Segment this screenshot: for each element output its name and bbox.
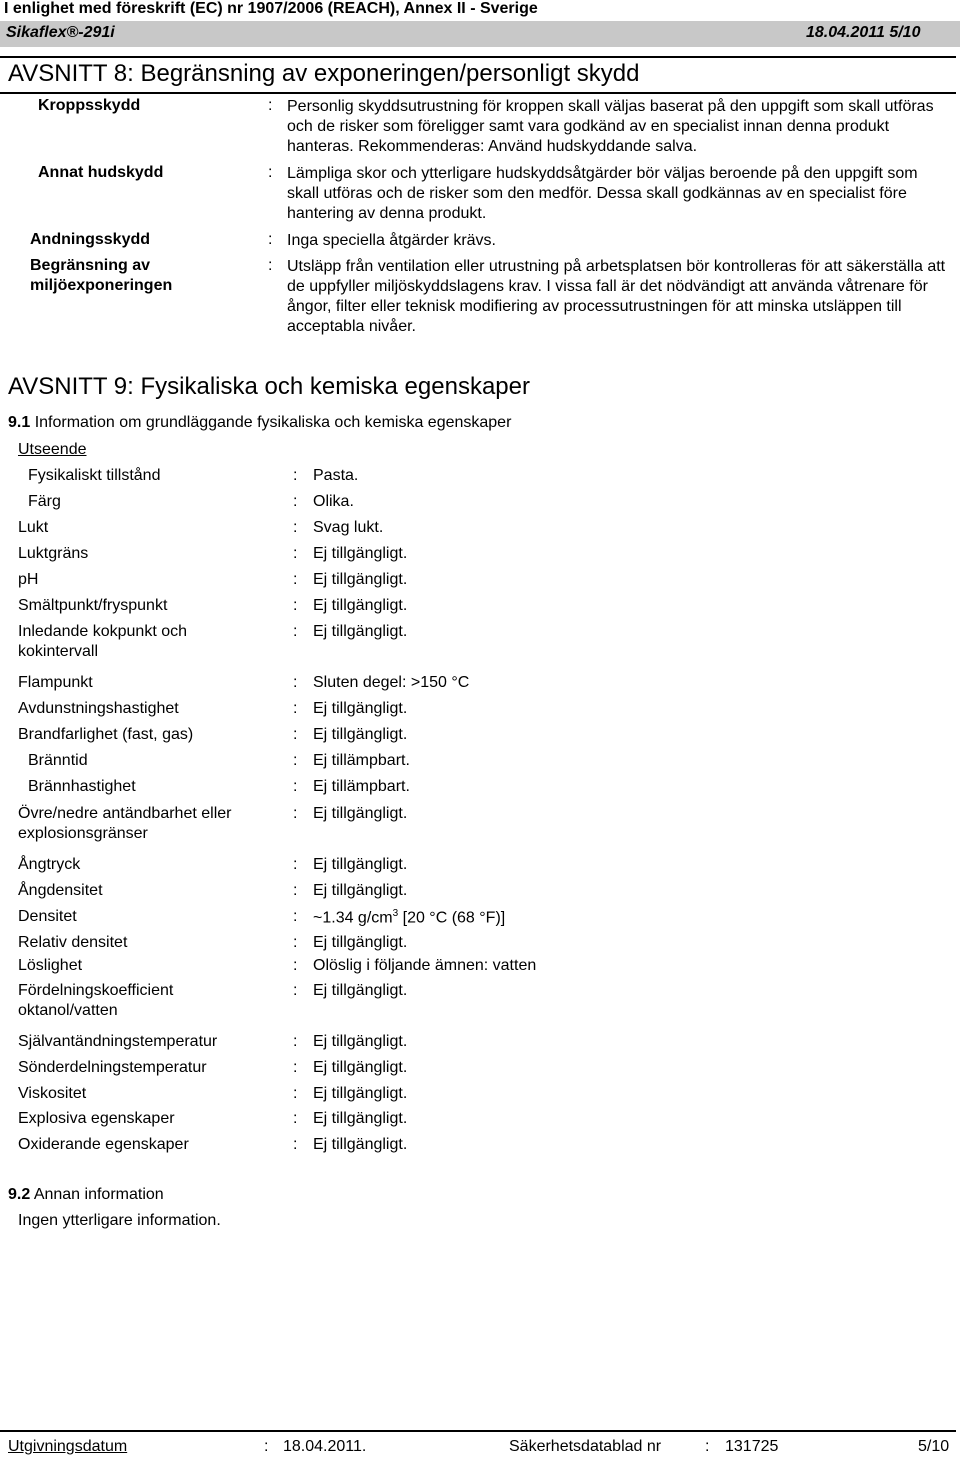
prop-label: Brännhastighet	[28, 778, 136, 795]
density-exponent: 3	[392, 908, 399, 919]
section9-1-number: 9.1	[8, 414, 31, 431]
prop-value: Ej tillgängligt.	[313, 1136, 408, 1153]
prop-value: Ej tillgängligt.	[313, 545, 408, 562]
prop-value: Ej tillgängligt.	[313, 1085, 408, 1102]
prop-value: Olöslig i följande ämnen: vatten	[313, 957, 537, 974]
prop-value-density	[313, 908, 505, 927]
appearance-heading: Utseende	[18, 441, 87, 458]
prop-value: Ej tillämpbart.	[313, 752, 410, 769]
prop-label: Avdunstningshastighet	[18, 700, 179, 717]
prop-value: Ej tillgängligt.	[313, 982, 408, 999]
colon: :	[293, 467, 298, 484]
prop-value: Ej tillgängligt.	[313, 1033, 408, 1050]
footer-sds-value: 131725	[725, 1438, 779, 1455]
colon: :	[293, 934, 298, 951]
label-begransning-line1: Begränsning av	[30, 257, 151, 274]
prop-value: Ej tillgängligt.	[313, 700, 408, 717]
prop-value: Ej tillgängligt.	[313, 934, 408, 951]
prop-label-line2: oktanol/vatten	[18, 1002, 118, 1019]
label-begransning-line2: miljöexponeringen	[30, 277, 173, 294]
prop-label: Luktgräns	[18, 545, 89, 562]
prop-value: Ej tillgängligt.	[313, 597, 408, 614]
colon: :	[268, 164, 273, 181]
prop-label: Relativ densitet	[18, 934, 128, 951]
prop-label: pH	[18, 571, 39, 588]
colon: :	[293, 882, 298, 899]
prop-value: Ej tillgängligt.	[313, 571, 408, 588]
colon: :	[293, 805, 298, 822]
colon: :	[293, 957, 298, 974]
text-kroppsskydd: Personlig skyddsutrustning för kroppen skall väljas baserat på den uppgift som skall utföras och de risker som föreligger samt vara godkänd av en specialist innan denna produkt hanteras. Rekommenderas: Använd hudskyddande salva.	[287, 98, 934, 155]
prop-label: Brandfarlighet (fast, gas)	[18, 726, 194, 743]
footer-divider	[0, 1430, 956, 1432]
prop-label: Oxiderande egenskaper	[18, 1136, 189, 1153]
section9-2-number: 9.2	[8, 1186, 31, 1203]
prop-label-line1: Övre/nedre antändbarhet eller	[18, 805, 232, 822]
prop-value: Ej tillgängligt.	[313, 1110, 408, 1127]
colon: :	[293, 519, 298, 536]
prop-label: Flampunkt	[18, 674, 93, 691]
section9-1-text: Information om grundläggande fysikaliska och kemiska egenskaper	[34, 414, 512, 431]
colon: :	[293, 778, 298, 795]
prop-value: Ej tillgängligt.	[313, 882, 408, 899]
prop-label: Lukt	[18, 519, 49, 536]
colon: :	[293, 856, 298, 873]
colon: :	[268, 97, 273, 114]
prop-value: Ej tillämpbart.	[313, 778, 410, 795]
colon: :	[293, 1136, 298, 1153]
prop-label: Ångdensitet	[18, 882, 103, 899]
prop-value: Ej tillgängligt.	[313, 856, 408, 873]
prop-label: Självantändningstemperatur	[18, 1033, 218, 1050]
colon: :	[293, 1110, 298, 1127]
prop-label-line2: kokintervall	[18, 643, 99, 660]
colon: :	[705, 1438, 710, 1455]
colon: :	[293, 752, 298, 769]
label-andningsskydd: Andningsskydd	[30, 231, 151, 248]
section9-1-heading	[8, 414, 511, 432]
prop-label: Densitet	[18, 908, 77, 925]
label-kroppsskydd: Kroppsskydd	[38, 97, 141, 114]
prop-label: Sönderdelningstemperatur	[18, 1059, 207, 1076]
colon: :	[268, 257, 273, 274]
section9-2-heading	[8, 1186, 164, 1204]
section9-title: AVSNITT 9: Fysikaliska och kemiska egenskaper	[8, 373, 530, 400]
density-value: ~1.34 g/cm	[313, 909, 393, 927]
colon: :	[293, 571, 298, 588]
prop-value: Pasta.	[313, 467, 359, 484]
colon: :	[293, 908, 298, 925]
footer-sds-label: Säkerhetsdatablad nr	[509, 1438, 662, 1455]
prop-label-line2: explosionsgränser	[18, 825, 148, 842]
footer-issue-value: 18.04.2011.	[283, 1438, 367, 1455]
product-name: Sikaflex®-291i	[6, 24, 115, 41]
footer-issue-label: Utgivningsdatum	[8, 1438, 128, 1455]
prop-label: Löslighet	[18, 957, 83, 974]
document-title: I enlighet med föreskrift (EC) nr 1907/2006 (REACH), Annex II - Sverige	[4, 0, 538, 17]
colon: :	[293, 597, 298, 614]
footer-page: 5/10	[918, 1438, 950, 1455]
prop-label-line1: Fördelningskoefficient	[18, 982, 174, 999]
density-condition: [20 °C (68 °F)]	[398, 909, 506, 927]
colon: :	[293, 1033, 298, 1050]
prop-label: Bränntid	[28, 752, 88, 769]
colon: :	[293, 1085, 298, 1102]
colon: :	[293, 674, 298, 691]
prop-value: Ej tillgängligt.	[313, 623, 408, 640]
header-date-page: 18.04.2011 5/10	[806, 24, 921, 41]
prop-label: Viskositet	[18, 1085, 87, 1102]
prop-label: Ångtryck	[18, 856, 81, 873]
section9-2-text: Annan information	[33, 1186, 164, 1203]
prop-value: Ej tillgängligt.	[313, 805, 408, 822]
section8-title: AVSNITT 8: Begränsning av exponeringen/personligt skydd	[8, 60, 640, 87]
prop-value: Ej tillgängligt.	[313, 726, 408, 743]
colon: :	[293, 1059, 298, 1076]
colon: :	[293, 493, 298, 510]
colon: :	[293, 982, 298, 999]
colon: :	[264, 1438, 269, 1455]
prop-label: Smältpunkt/fryspunkt	[18, 597, 168, 614]
text-andningsskydd: Inga speciella åtgärder krävs.	[287, 232, 496, 249]
colon: :	[293, 700, 298, 717]
prop-label: Färg	[28, 493, 61, 510]
prop-value: Olika.	[313, 493, 354, 510]
other-information: Ingen ytterligare information.	[18, 1212, 221, 1229]
label-annat-hudskydd: Annat hudskydd	[38, 164, 164, 181]
prop-label-line1: Inledande kokpunkt och	[18, 623, 188, 640]
prop-value: Ej tillgängligt.	[313, 1059, 408, 1076]
prop-value: Sluten degel: >150 °C	[313, 674, 470, 691]
prop-value: Svag lukt.	[313, 519, 384, 536]
colon: :	[293, 545, 298, 562]
colon: :	[293, 623, 298, 640]
text-begransning: Utsläpp från ventilation eller utrustning på arbetsplatsen bör kontrolleras för att säkerställa att de uppfyller miljöskyddslagens krav. I vissa fall är det nödvändigt att använda våtrenare för ångor, filter eller teknisk modifiering av processutrustningen för att minska utsläppen till acceptabla nivåer.	[287, 258, 946, 335]
text-annat-hudskydd: Lämpliga skor och ytterligare hudskyddsåtgärder bör väljas beroende på den uppgift som skall utföras och de risker som den medför. Dessa skall godkännas av en specialist före hantering av denna produkt.	[287, 165, 918, 222]
prop-label: Explosiva egenskaper	[18, 1110, 175, 1127]
colon: :	[293, 726, 298, 743]
colon: :	[268, 231, 273, 248]
prop-label: Fysikaliskt tillstånd	[28, 467, 161, 484]
